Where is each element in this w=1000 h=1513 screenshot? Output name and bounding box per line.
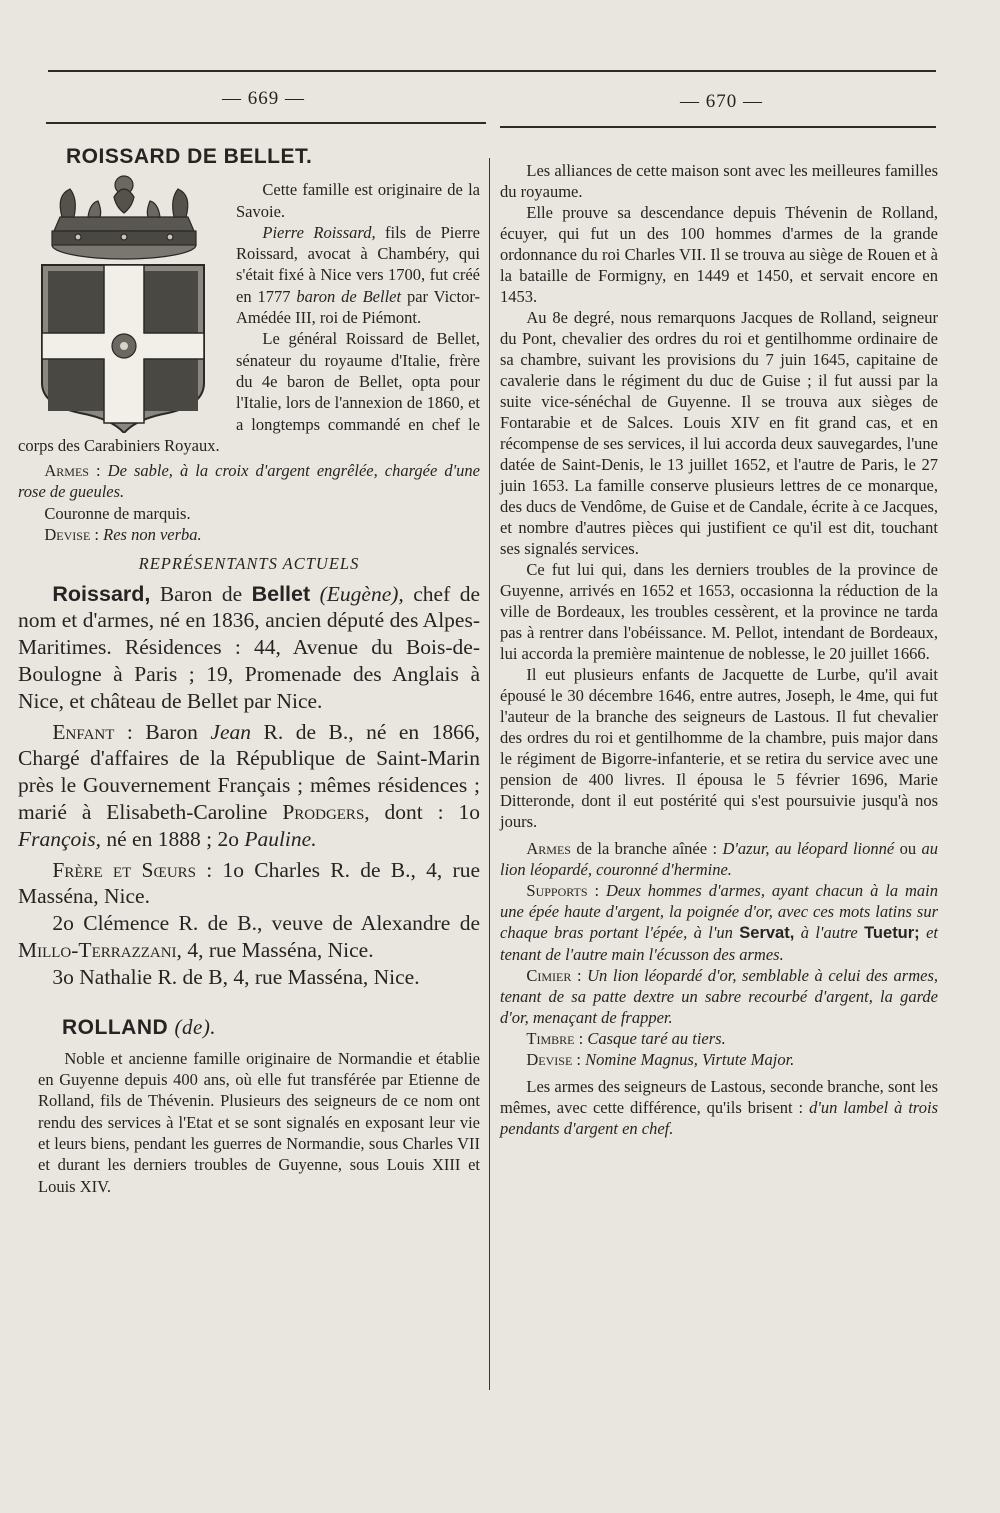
left-column — [18, 140, 480, 1197]
roissard-intro: Cette famille est originaire de la Savoie. — [236, 180, 480, 221]
enfant-text-a: Baron — [132, 719, 211, 744]
right-paragraph-4: Ce fut lui qui, dans les derniers troubles de la province de Guyenne, arrivés en 1652 et 1653, occasionna la réduction de la ville de Bordeaux, les troubles cessèrent, et la province ne tarda pas à rentrer dans l'obéissance. M. Pellot, intendant de Bordeaux, lui accorda la première maintenue de noblesse, le 20 juillet 1666. — [500, 560, 938, 663]
rolland-heading — [62, 1014, 480, 1039]
right-paragraph-2: Elle prouve sa descendance depuis Thévenin de Rolland, écuyer, qui fut un des 100 hommes d'armes de la grande ordonnance du roi Charles VII. Il se trouva au siège de Rouen et à la bataille de Formigny, en 1449 et 1450, et servait encore en 1453. — [500, 203, 938, 306]
rolland-armes-text-d: au lion léopardé, couronné d'hermine. — [500, 839, 939, 879]
supports-text-b: à l'autre — [794, 923, 865, 942]
rolland-armes-text-a: de la branche aînée : — [570, 839, 723, 858]
enfant-francois: François, — [18, 826, 102, 851]
frere-text: 1o Charles R. de B., 4, rue Masséna, Nice. — [18, 857, 480, 909]
enfant-text-c: dont : 1o — [369, 800, 480, 825]
right-paragraph-1: Les alliances de cette maison sont avec les meilleures familles du royaume. — [500, 161, 938, 201]
roissard-paragraph-2: Le général Roissard de Bellet, sénateur du royaume d'Italie, frère du 4e baron de Bellet, opta pour l'Italie, lors de l'annexion de 1860, et a longtemps commandé en chef le corps des Carabiniers Royaux. — [18, 329, 480, 455]
enfant-label: Enfant : — [52, 719, 133, 744]
frere-soeurs-entry — [18, 857, 480, 911]
cimier-text: Un lion léopardé d'or, semblable à celui des armes, tenant de sa patte dextre un sabre recourbé d'argent, la garde d'or, menaçant de frapper. — [500, 966, 938, 1027]
soeur2-text-b: 4, rue Masséna, Nice. — [181, 938, 374, 962]
rolland-devise — [500, 1049, 938, 1070]
rep1-text-b: chef de nom et d'armes, né en 1836, ancien député des Alpes-Maritimes. Résidences : 44, Avenue du Bois-de-Boulogne à Paris ; 19, Promenade des Anglais à Nice, et château de Bellet par Nice. — [18, 581, 480, 713]
coat-of-arms — [18, 173, 228, 433]
p6-text-a: Les armes des seigneurs de Lastous, seconde branche, sont les mêmes, avec cette différence, qu'ils brisent : — [500, 1077, 938, 1117]
cimier-label: Cimier : — [526, 966, 582, 985]
enfant-jean: Jean — [210, 719, 252, 744]
rep1-text-a: Baron de — [150, 581, 252, 606]
soeur-3-entry: 3o Nathalie R. de B, 4, rue Masséna, Nice. — [52, 964, 420, 989]
column-divider — [489, 158, 490, 1390]
enfant-entry — [18, 719, 480, 853]
header-rule-left — [46, 122, 486, 124]
rolland-title: ROLLAND — [62, 1015, 169, 1039]
roissard-devise — [18, 524, 480, 545]
armes-text: De sable, à la croix d'argent engrêlée, chargée d'une rose de gueules. — [18, 461, 480, 502]
roissard-heading: ROISSARD DE BELLET. — [66, 145, 313, 168]
soeur-2-entry — [18, 910, 480, 964]
rolland-armes-text-c: ou — [894, 839, 922, 858]
top-rule — [48, 70, 936, 72]
rolland-devise-label: Devise : — [526, 1050, 582, 1069]
rolland-title-de: (de). — [174, 1014, 217, 1039]
enfant-pauline: Pauline. — [244, 826, 317, 851]
frere-label: Frère et Sœurs : — [52, 857, 213, 882]
armes-label: Armes : — [44, 461, 101, 481]
p6-text-b: d'un lambel à trois pendants d'argent en chef. — [500, 1098, 938, 1138]
representants-heading: REPRÉSENTANTS ACTUELS — [138, 554, 360, 574]
enfant-text-d: né en 1888 ; 2o — [101, 826, 245, 851]
right-paragraph-3: Au 8e degré, nous remarquons Jacques de Rolland, seigneur du Pont, chevalier des ordres du roi et gentilhomme ordinaire de sa chambre, suivant les provisions du 7 juin 1645, capitaine de cavalerie dans le régiment du duc de Guise ; il fut aussi par la suite vice-sénéchal de Guyenne. Il se trouva aux sièges de Fontarabie et de Salces. Louis XIV en fit grand cas, et en récompense de ses services, il lui accorda deux sauvegardes, l'une datée de Saint-Denis, le 13 juillet 1652, et l'autre de Paris, le 27 juin 1653. La famille conserve plusieurs lettres de ce monarque, des ducs de Vendôme, de Guise et de Candale, écrite à ce Jacques, et nombre d'autres pièces qui justifient ce qu'il est dit, touchant ses signalés services. — [500, 308, 938, 558]
timbre-label: Timbre : — [526, 1029, 584, 1048]
right-paragraph-6 — [500, 1076, 938, 1139]
right-column — [500, 160, 938, 1139]
supports-text-c: et tenant de l'autre main l'écusson des armes. — [500, 923, 938, 964]
enfant-text-b: R. de B., né en 1866, Chargé d'affaires de la République de Saint-Marin près le Gouvernement Français ; mêmes résidences ; marié à Elisabeth-Caroline — [18, 719, 481, 825]
rolland-armes-text-b: D'azur, au léopard lionné — [722, 839, 895, 858]
devise-label: Devise : — [44, 525, 100, 545]
timbre-text: Casque taré au tiers. — [583, 1029, 726, 1048]
roissard-armes — [18, 460, 480, 503]
right-paragraph-5: Il eut plusieurs enfants de Jacquette de Lurbe, qu'il avait épousé le 30 décembre 1646, entre autres, Joseph, le 4me, qui fut l'auteur de la branche des seigneurs de Lastous. Il fut chevalier des ordres du roi et gentilhomme de la chambre, puis major dans le régiment de Bigorre-infanterie, et se retira du service avec une pension de 400 livres. Il épousa le 5 février 1696, Marie Ditteronde, dont il eut postérité qui s'est poursuivie jusqu'à nos jours. — [500, 665, 938, 831]
soeur2-millo: Millo-Terrazzani, — [18, 938, 182, 962]
supports-text-a: Deux hommes d'armes, ayant chacun à la main une épée haute d'argent, la poignée d'or, avec ces mots latins sur chaque bras portant l'épée, à l'un — [500, 881, 939, 942]
left-page-number: — 669 — — [222, 88, 305, 109]
devise-text: Res non verba. — [99, 525, 202, 545]
rolland-armes-label: Armes — [526, 839, 571, 858]
supports-tuetur: Tuetur; — [864, 924, 920, 942]
rolland-cimier — [500, 965, 938, 1028]
rolland-armes — [500, 838, 938, 880]
rolland-devise-text: Nomine Magnus, Virtute Major. — [581, 1050, 795, 1069]
roissard-p1-text-b: par Victor-Amédée III, roi de Piémont. — [236, 286, 480, 328]
baron-de-bellet-title: baron de Bellet — [296, 286, 402, 306]
marquis-crown-icon — [52, 176, 196, 259]
shield-icon — [42, 265, 204, 433]
rep1-name: Roissard, — [52, 581, 151, 606]
supports-label: Supports : — [526, 881, 600, 900]
rep1-eugene: (Eugène), — [310, 581, 404, 606]
rolland-supports — [500, 880, 938, 965]
rolland-timbre — [500, 1028, 938, 1049]
supports-servat: Servat, — [739, 924, 795, 942]
rep1-bellet: Bellet — [251, 581, 311, 606]
representant-1 — [18, 581, 480, 715]
rolland-paragraph-1: Noble et ancienne famille originaire de Normandie et établie en Guyenne depuis 400 ans, où elle fut transférée par Etienne de Rolland, fils de Thévenin. Plusieurs des seigneurs de ce nom ont rendu des services à l'Etat et se sont signalés en exposant leur vie et leurs biens, pendant les guerres de Normandie, sous Charles VII et durant les derniers troubles de Guyenne, sous Louis XIII et Louis XIV. — [38, 1048, 480, 1196]
representants-block — [18, 581, 480, 991]
right-page-number: — 670 — — [680, 91, 763, 112]
roissard-p1-text-a: fils de Pierre Roissard, avocat à Chambéry, qui s'était fixé à Nice vers 1700, fut créé en 1777 — [236, 222, 480, 306]
pierre-roissard-name: Pierre Roissard, — [262, 222, 376, 242]
header-rule-right — [500, 126, 936, 128]
roissard-couronne: Couronne de marquis. — [44, 503, 191, 523]
enfant-prodgers: Prodgers, — [282, 800, 370, 825]
soeur2-text-a: 2o Clémence R. de B., veuve de Alexandre de — [52, 911, 480, 936]
